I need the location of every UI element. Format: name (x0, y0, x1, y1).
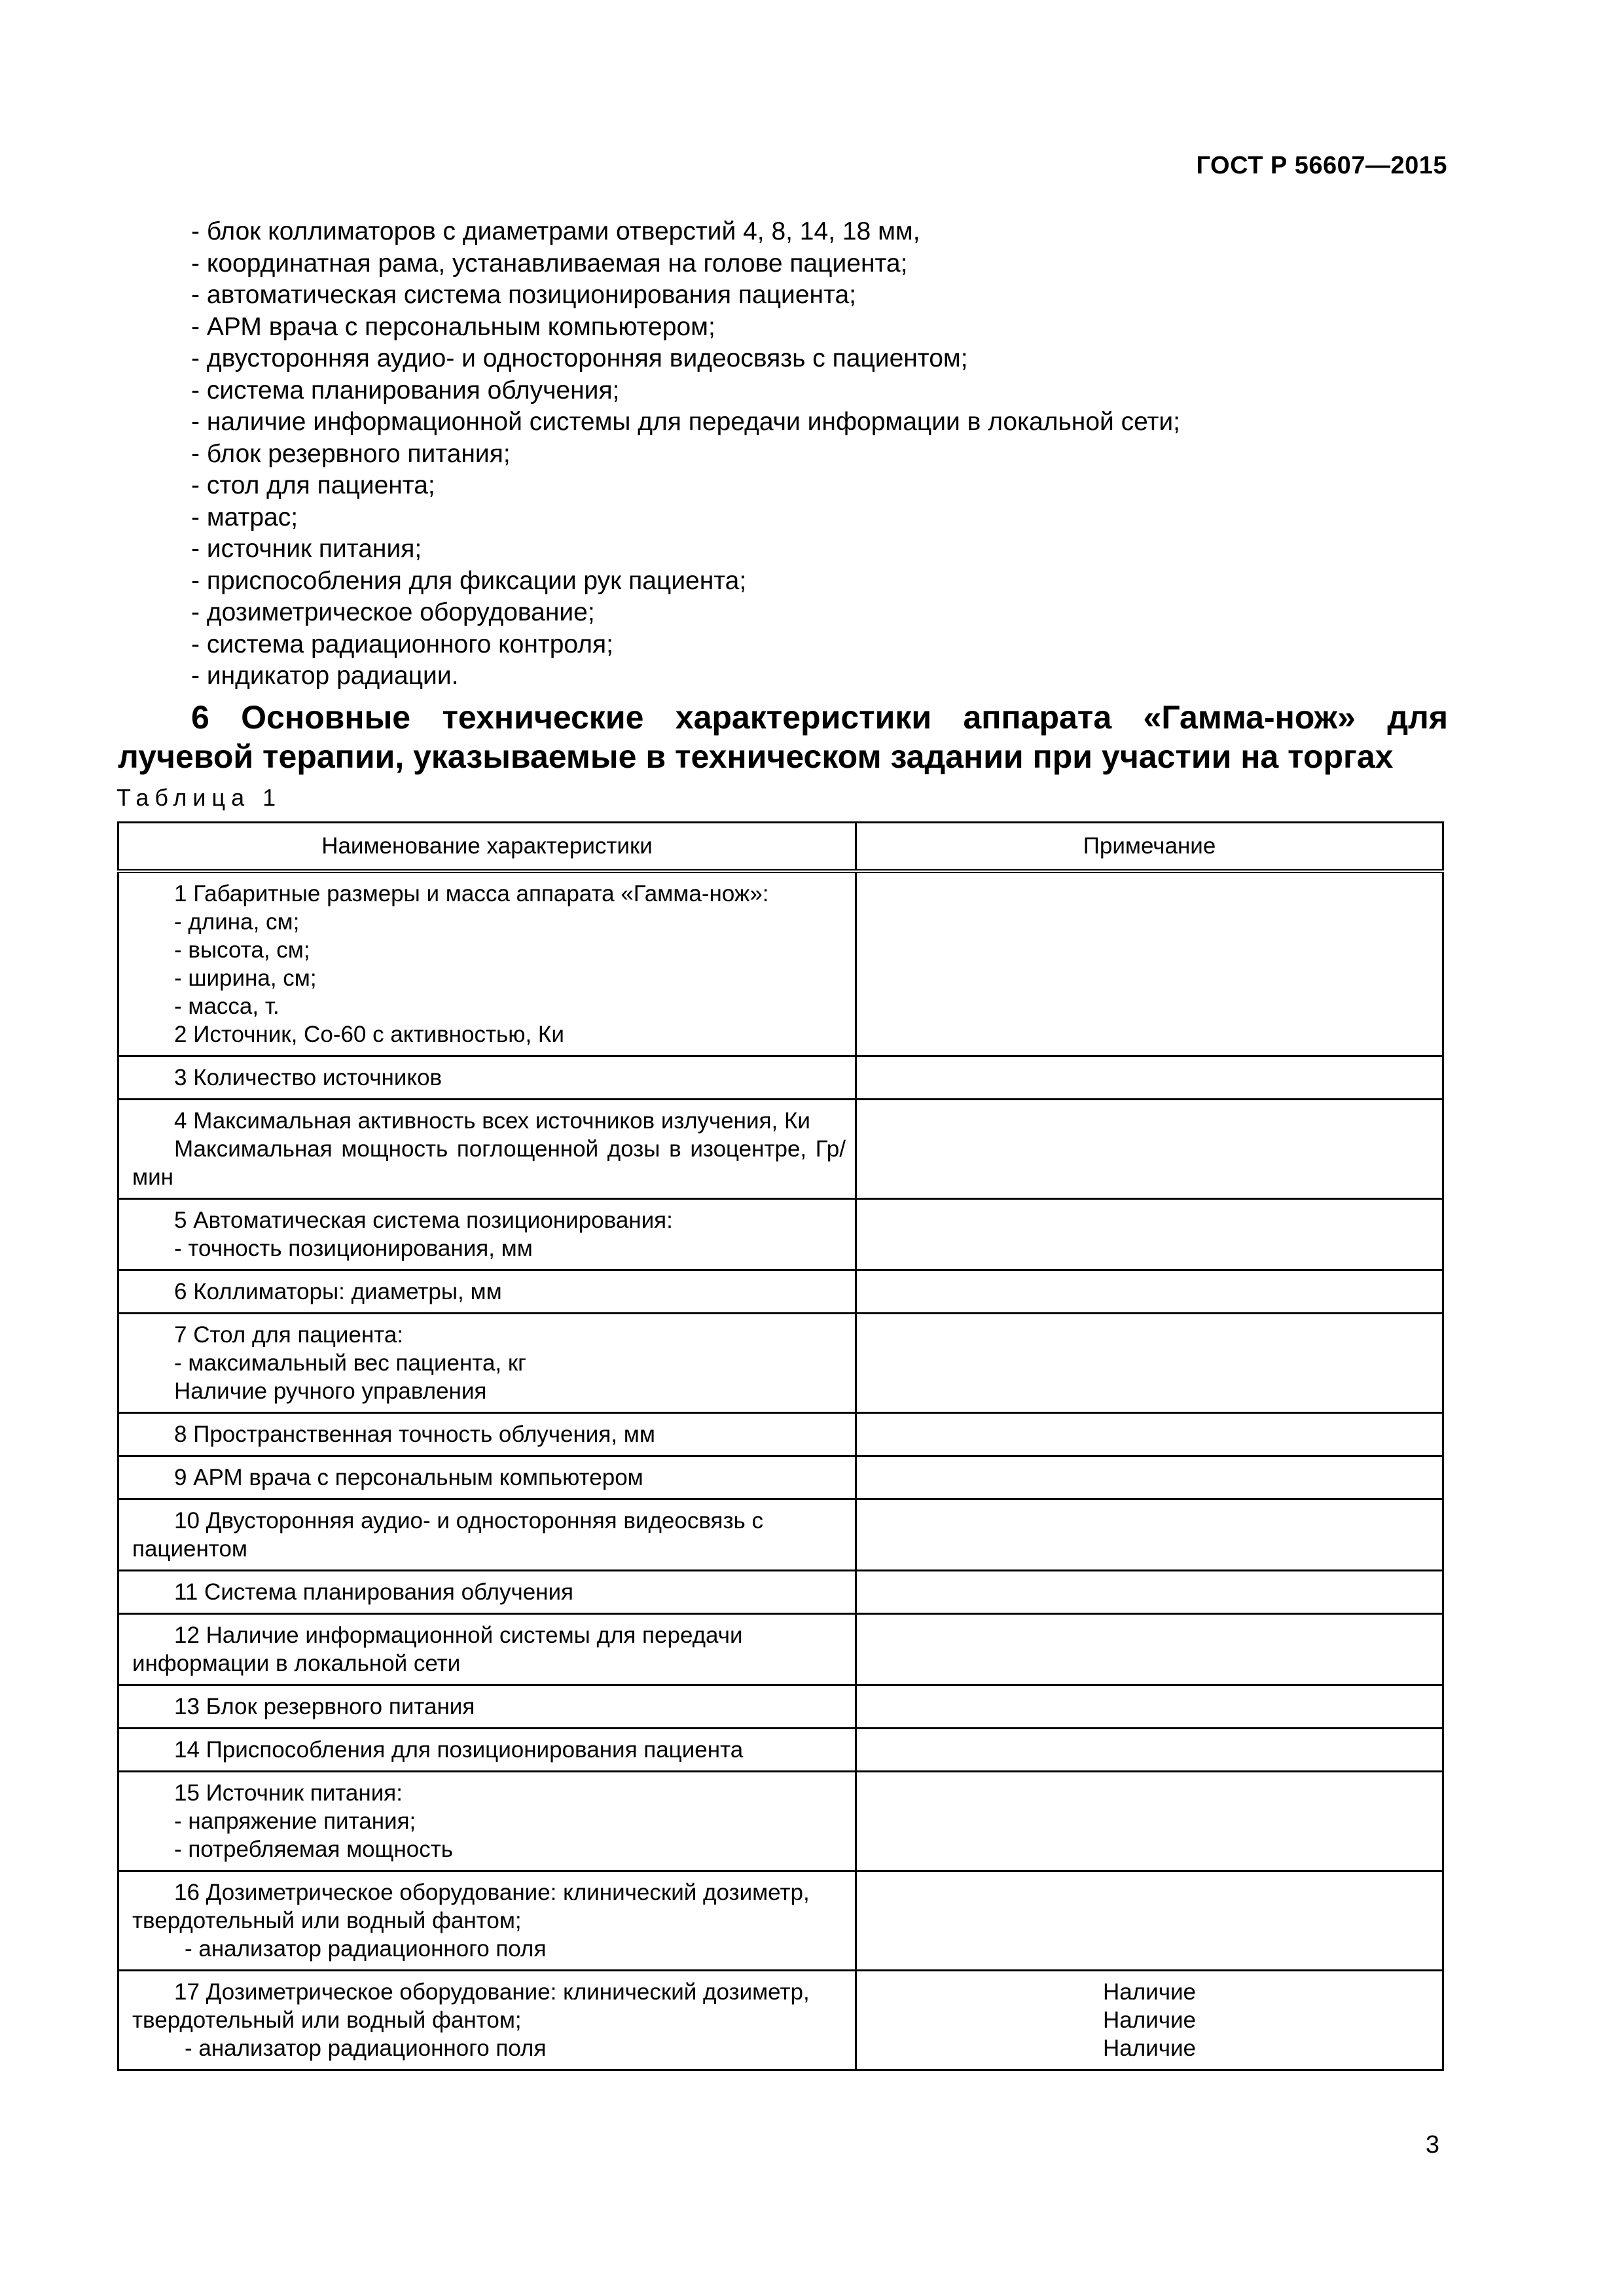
table-row (118, 1871, 1443, 1971)
list-item: - приспособления для фиксации рук пациента; (191, 566, 747, 595)
list-item: - координатная рама, устанавливаемая на голове пациента; (191, 249, 908, 278)
cell-line: Наличие ручного управления (174, 1378, 487, 1404)
table-header-row (118, 823, 1443, 872)
table-row (118, 1456, 1443, 1499)
cell-line: - анализатор радиационного поля (185, 2036, 547, 2061)
cell-line: 2 Источник, Со-60 с активностью, Ки (174, 1022, 564, 1047)
cell-line: - анализатор радиационного поля (185, 1936, 547, 1962)
table-caption: Таблица 1 (117, 784, 282, 811)
column-header-name: Наименование характеристики (118, 823, 856, 872)
note-cell (856, 1056, 1443, 1100)
note-value: Наличие (1103, 2036, 1196, 2061)
table-row (118, 1729, 1443, 1772)
note-cell (856, 1413, 1443, 1456)
characteristic-cell (118, 1772, 856, 1871)
list-item: - система радиационного контроля; (191, 630, 613, 658)
characteristic-cell (118, 1413, 856, 1456)
cell-line: 9 АРМ врача с персональным компьютером (174, 1465, 643, 1490)
note-cell (856, 1571, 1443, 1614)
table-row (118, 1571, 1443, 1614)
list-item: - наличие информационной системы для передачи информации в локальной сети; (191, 408, 1181, 436)
specifications-table (117, 821, 1444, 2071)
table-row (118, 1614, 1443, 1685)
cell-line: 8 Пространственная точность облучения, мм (174, 1422, 655, 1447)
characteristic-cell (118, 1100, 856, 1199)
cell-line: - точность позиционирования, мм (174, 1236, 533, 1261)
cell-line: 7 Стол для пациента: (174, 1322, 404, 1348)
document-id: ГОСТ Р 56607—2015 (1196, 152, 1447, 179)
cell-line: 16 Дозиметрическое оборудование: клинический дозиметр, твердотельный или водный фантом; (132, 1880, 810, 1933)
table-row (118, 1499, 1443, 1571)
note-cell (856, 1685, 1443, 1729)
cell-line: - длина, см; (174, 909, 300, 935)
cell-line: 10 Двусторонняя аудио- и односторонняя видеосвязь с пациентом (132, 1508, 764, 1562)
note-cell (856, 1729, 1443, 1772)
characteristic-cell (118, 1314, 856, 1413)
cell-line: 13 Блок резервного питания (174, 1694, 475, 1719)
cell-line: Максимальная мощность поглощенной дозы в изоцентре, Гр/мин (132, 1136, 846, 1190)
equipment-list (191, 216, 1435, 692)
list-item: - блок коллиматоров с диаметрами отверстий 4, 8, 14, 18 мм, (191, 217, 920, 245)
list-item: - индикатор радиации. (191, 662, 459, 690)
characteristic-cell (118, 1056, 856, 1100)
characteristic-cell (118, 1499, 856, 1571)
characteristic-cell (118, 1729, 856, 1772)
characteristic-cell (118, 1971, 856, 2070)
column-header-note: Примечание (856, 823, 1443, 872)
list-item: - матрас; (191, 503, 298, 531)
cell-line: - высота, см; (174, 937, 310, 963)
characteristic-cell (118, 871, 856, 1056)
cell-line: 14 Приспособления для позиционирования пациента (174, 1737, 744, 1763)
list-item: - блок резервного питания; (191, 439, 511, 468)
table-row (118, 1100, 1443, 1199)
cell-line: 12 Наличие информационной системы для передачи информации в локальной сети (132, 1623, 743, 1676)
characteristic-cell (118, 1614, 856, 1685)
note-cell (856, 1971, 1443, 2070)
table-row (118, 1413, 1443, 1456)
list-item: - дозиметрическое оборудование; (191, 598, 595, 626)
cell-line: 11 Система планирования облучения (174, 1579, 574, 1605)
section-title: 6 Основные технические характеристики аппарата «Гамма-нож» для лучевой терапии, указываемые в техническом задании при участии на торгах (118, 699, 1448, 775)
note-value: Наличие (1103, 1979, 1196, 2005)
note-cell (856, 1270, 1443, 1314)
list-item: - автоматическая система позиционирования пациента; (191, 281, 856, 309)
list-item: - система планирования облучения; (191, 376, 620, 404)
note-cell (856, 1314, 1443, 1413)
characteristic-cell (118, 1270, 856, 1314)
table-row (118, 1772, 1443, 1871)
cell-line: 4 Максимальная активность всех источников излучения, Ки (174, 1108, 810, 1134)
cell-line: 3 Количество источников (174, 1065, 442, 1090)
list-item: - АРМ врача с персональным компьютером; (191, 312, 715, 341)
table-row (118, 1314, 1443, 1413)
cell-line: 15 Источник питания: (174, 1780, 403, 1806)
list-item: - стол для пациента; (191, 471, 435, 499)
cell-line: 1 Габаритные размеры и масса аппарата «Гамма-нож»: (174, 881, 769, 906)
cell-line: - масса, т. (174, 994, 280, 1019)
characteristic-cell (118, 1871, 856, 1971)
cell-line: 6 Коллиматоры: диаметры, мм (174, 1279, 502, 1304)
cell-line: - потребляемая мощность (174, 1837, 453, 1862)
cell-line: 17 Дозиметрическое оборудование: клинический дозиметр, твердотельный или водный фантом; (132, 1979, 810, 2033)
table-row (118, 1685, 1443, 1729)
cell-line: - напряжение питания; (174, 1808, 416, 1834)
note-cell (856, 1499, 1443, 1571)
table-row (118, 1056, 1443, 1100)
page-number: 3 (1425, 2131, 1439, 2159)
cell-line: - максимальный вес пациента, кг (174, 1350, 526, 1376)
note-cell (856, 1871, 1443, 1971)
cell-line: 5 Автоматическая система позиционирования: (174, 1208, 673, 1233)
table-row (118, 1270, 1443, 1314)
note-cell (856, 1456, 1443, 1499)
cell-line: - ширина, см; (174, 965, 317, 991)
characteristic-cell (118, 1685, 856, 1729)
table-row (118, 871, 1443, 1056)
note-cell (856, 1614, 1443, 1685)
note-cell (856, 1100, 1443, 1199)
list-item: - источник питания; (191, 535, 422, 563)
characteristic-cell (118, 1456, 856, 1499)
characteristic-cell (118, 1571, 856, 1614)
characteristic-cell (118, 1199, 856, 1270)
list-item: - двусторонняя аудио- и односторонняя видеосвязь с пациентом; (191, 344, 968, 372)
table-row (118, 1199, 1443, 1270)
note-value: Наличие (1103, 2007, 1196, 2033)
note-cell (856, 871, 1443, 1056)
note-cell (856, 1199, 1443, 1270)
table-row (118, 1971, 1443, 2070)
note-cell (856, 1772, 1443, 1871)
